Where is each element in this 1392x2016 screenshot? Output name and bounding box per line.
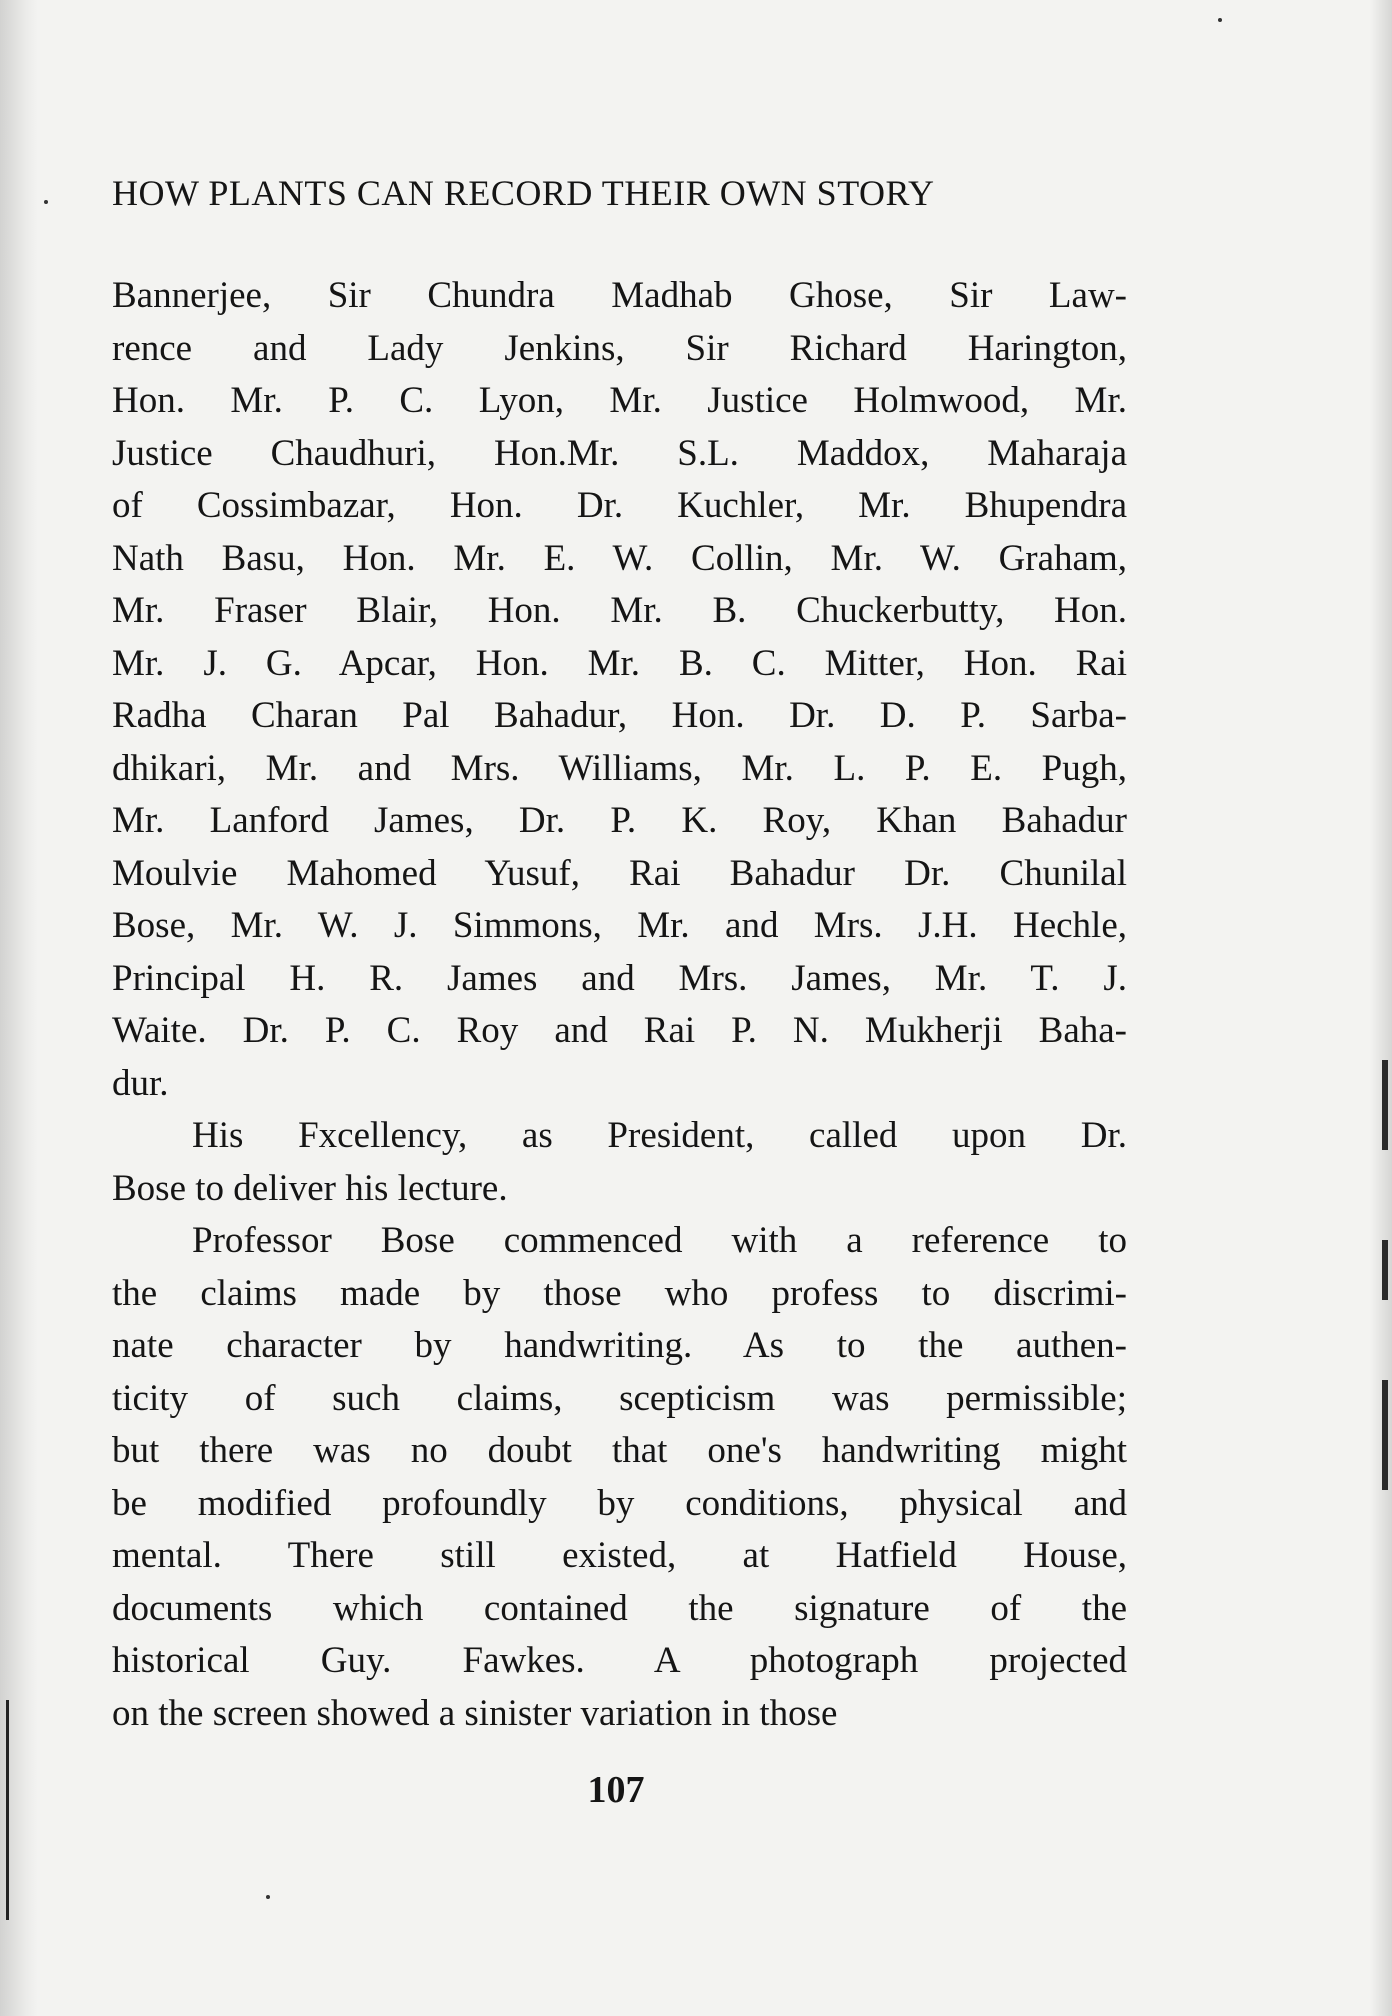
scan-speck: [44, 200, 48, 204]
page-number: 107: [587, 1769, 645, 1811]
text-line: Radha Charan Pal Bahadur, Hon. Dr. D. P. Sarba-: [112, 695, 1127, 736]
scan-speck: [266, 1895, 270, 1899]
text-line: Moulvie Mahomed Yusuf, Rai Bahadur Dr. Chunilal: [112, 852, 1127, 894]
text-line: Mr. Fraser Blair, Hon. Mr. B. Chuckerbutty, Hon.: [112, 590, 1127, 631]
text-line: Mr. J. G. Apcar, Hon. Mr. B. C. Mitter, Hon. Rai: [112, 642, 1127, 684]
text-line: nate character by handwriting. As to the authen-: [112, 1325, 1127, 1366]
scan-edge-mark: [1382, 1240, 1388, 1300]
text-line: mental. There still existed, at Hatfield House,: [112, 1535, 1127, 1576]
paragraph: [112, 270, 1127, 1110]
text-line: dur.: [112, 1062, 169, 1104]
paragraph: [112, 1215, 1127, 1740]
text-line: dhikari, Mr. and Mrs. Williams, Mr. L. P. E. Pugh,: [112, 747, 1127, 789]
scan-binding-line: [6, 1700, 9, 1920]
text-line: ticity of such claims, scepticism was permissible;: [112, 1377, 1127, 1419]
text-line: but there was no doubt that one's handwriting might: [112, 1430, 1127, 1471]
body-text: [112, 270, 1127, 1740]
text-line: Mr. Lanford James, Dr. P. K. Roy, Khan Bahadur: [112, 800, 1127, 841]
text-line: His Fxcellency, as President, called upon Dr.: [192, 1115, 1127, 1156]
paragraph: [112, 1110, 1127, 1215]
text-line: Hon. Mr. P. C. Lyon, Mr. Justice Holmwood, Mr.: [112, 380, 1127, 421]
text-line: documents which contained the signature of the: [112, 1587, 1127, 1629]
text-line: on the screen showed a sinister variation in those: [112, 1692, 838, 1734]
text-line: of Cossimbazar, Hon. Dr. Kuchler, Mr. Bhupendra: [112, 485, 1127, 526]
text-line: Waite. Dr. P. C. Roy and Rai P. N. Mukherji Baha-: [112, 1010, 1127, 1051]
scan-speck: [1218, 18, 1222, 22]
text-line: Bannerjee, Sir Chundra Madhab Ghose, Sir Law-: [112, 275, 1127, 316]
text-line: Professor Bose commenced with a reference to: [192, 1220, 1127, 1261]
text-line: rence and Lady Jenkins, Sir Richard Harington,: [112, 327, 1127, 369]
text-line: the claims made by those who profess to discrimi-: [112, 1272, 1127, 1314]
running-head: HOW PLANTS CAN RECORD THEIR OWN STORY: [112, 173, 935, 213]
text-line: Bose to deliver his lecture.: [112, 1167, 508, 1209]
text-line: historical Guy. Fawkes. A photograph projected: [112, 1640, 1127, 1681]
text-line: be modified profoundly by conditions, physical and: [112, 1482, 1127, 1524]
text-line: Principal H. R. James and Mrs. James, Mr. T. J.: [112, 957, 1127, 999]
text-line: Nath Basu, Hon. Mr. E. W. Collin, Mr. W. Graham,: [112, 537, 1127, 579]
text-line: Bose, Mr. W. J. Simmons, Mr. and Mrs. J.H. Hechle,: [112, 905, 1127, 946]
scan-right-edge-shadow: [1370, 0, 1392, 2016]
scan-edge-mark: [1382, 1060, 1388, 1150]
text-line: Justice Chaudhuri, Hon.Mr. S.L. Maddox, Maharaja: [112, 432, 1127, 474]
scan-edge-mark: [1382, 1380, 1388, 1490]
